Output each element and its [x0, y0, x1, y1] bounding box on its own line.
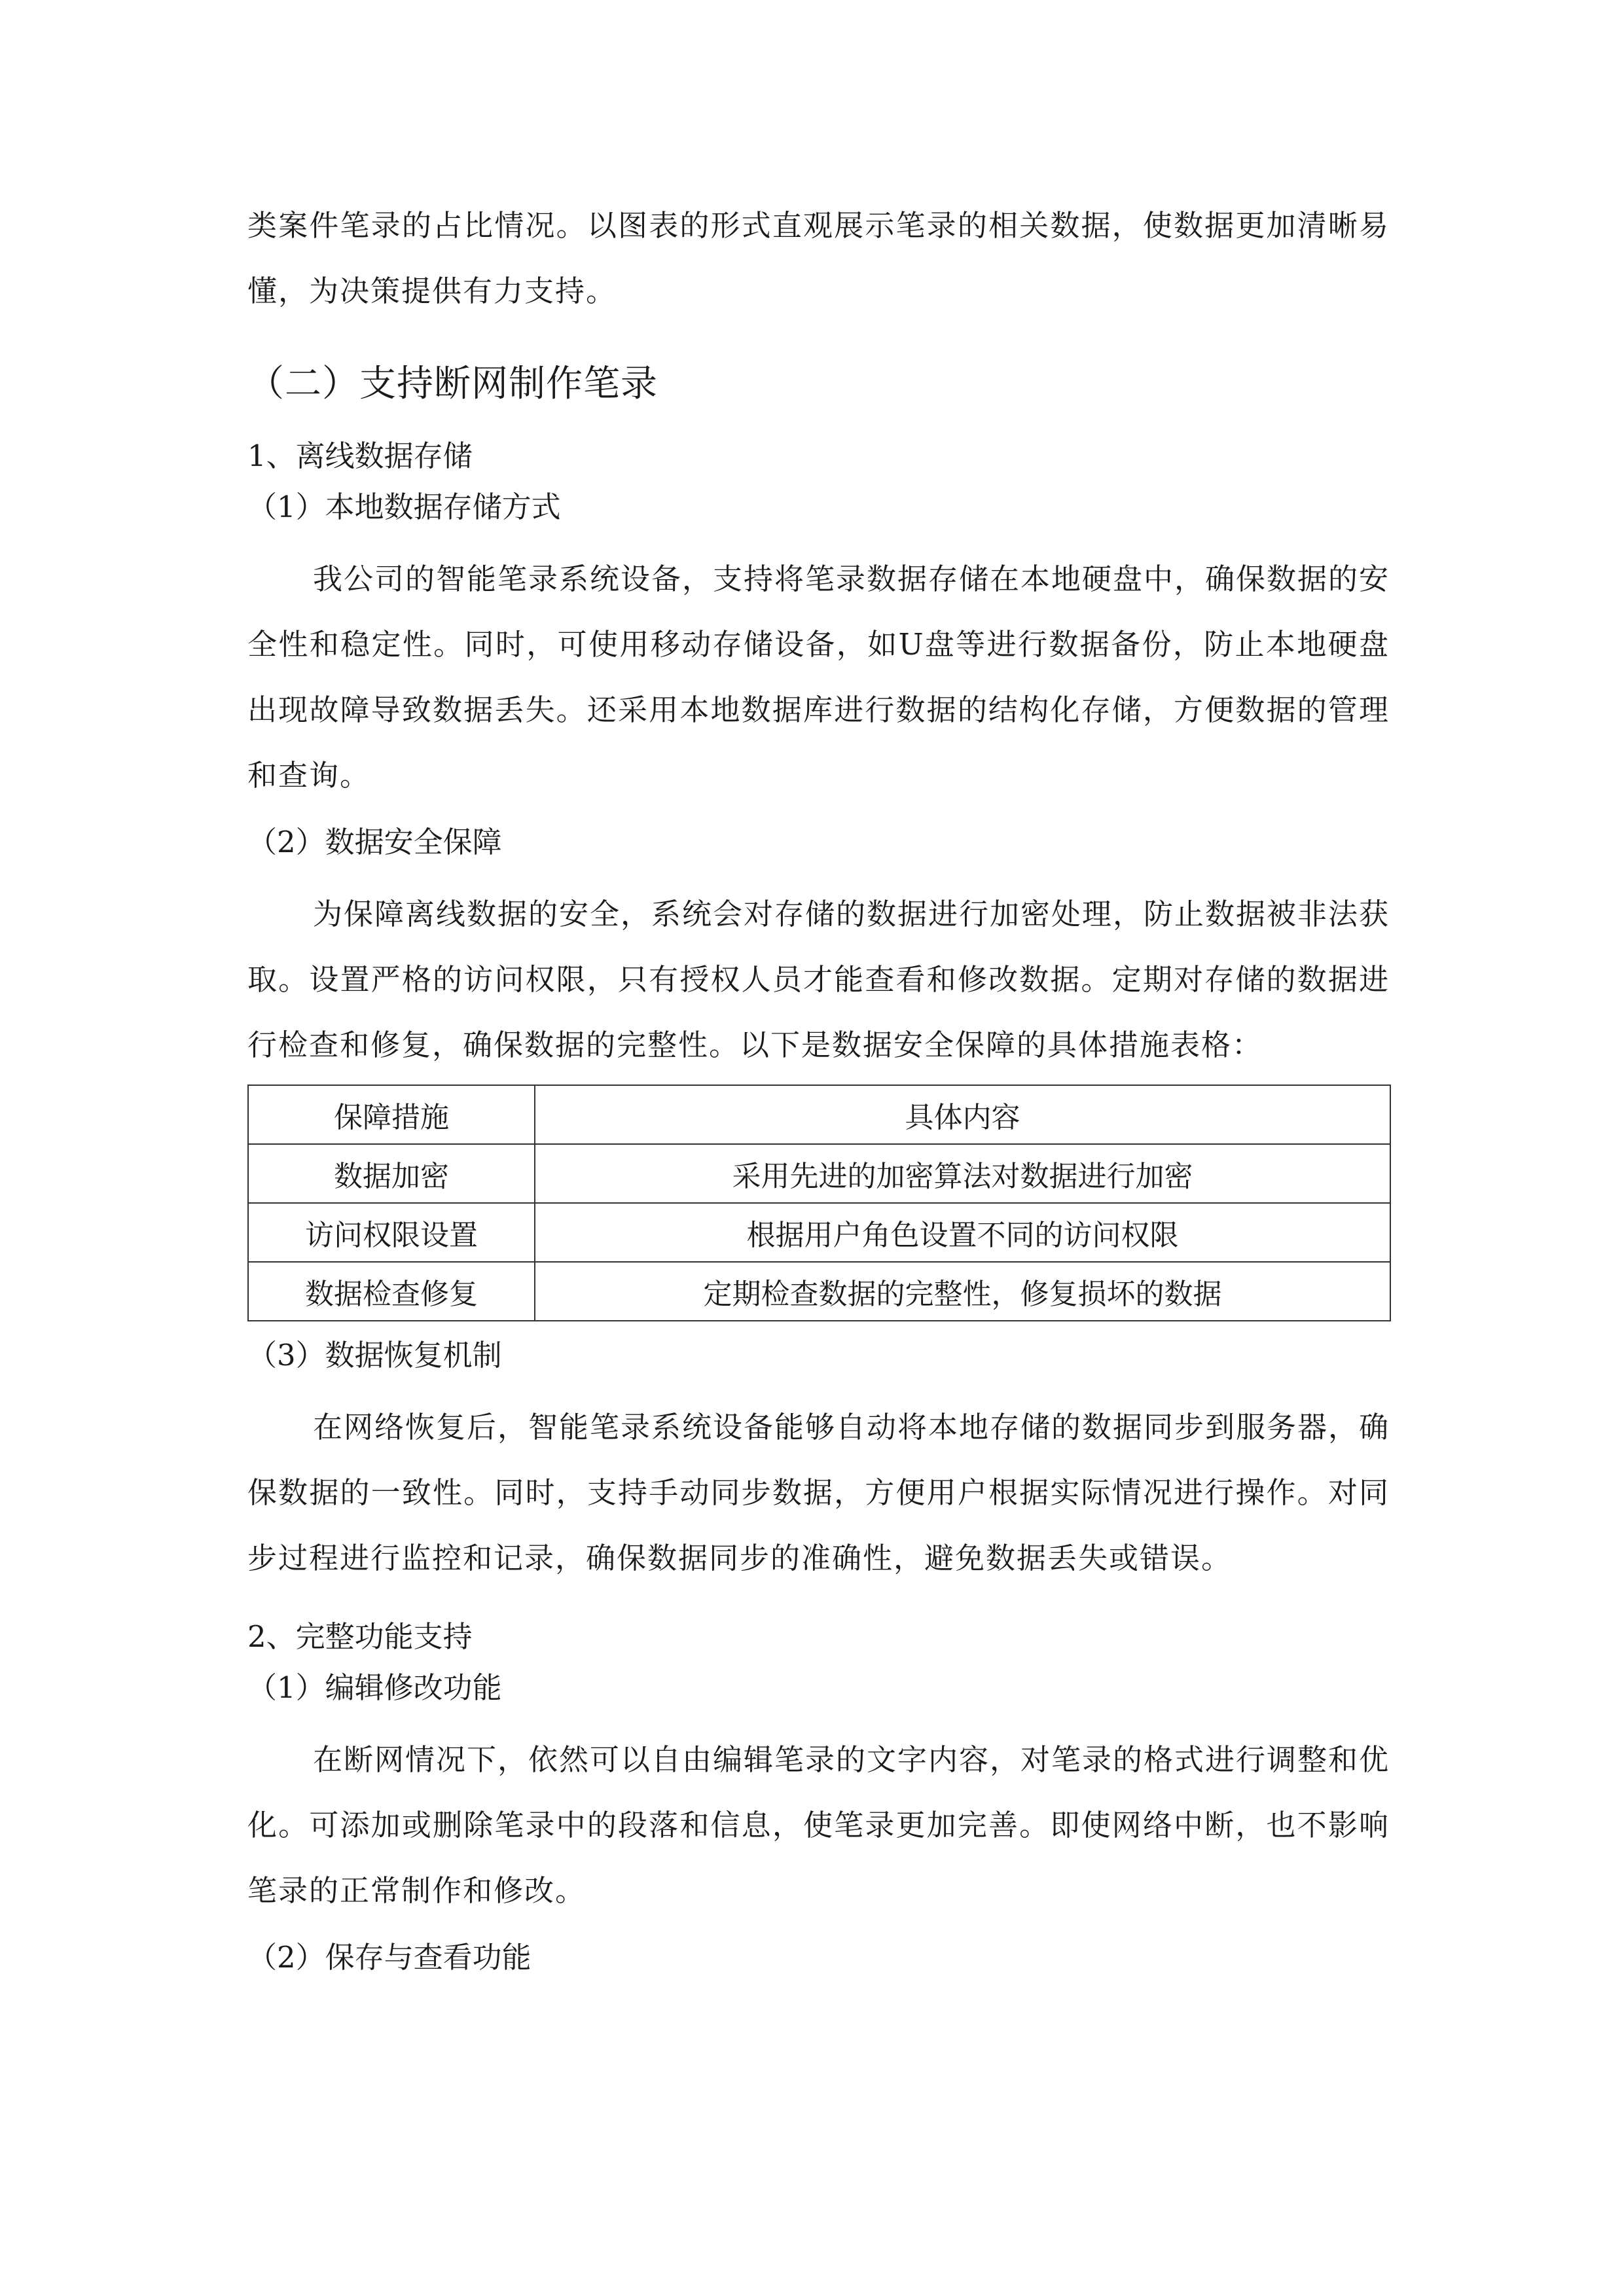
security-measures-table — [247, 1085, 1391, 1321]
part1-sub3-paragraph: 在网络恢复后，智能笔录系统设备能够自动将本地存储的数据同步到服务器，确保数据的一致性。同时，支持手动同步数据，方便用户根据实际情况进行操作。对同步过程进行监控和记录，确保数据同步的准确性，避免数据丢失或错误。 — [247, 1410, 1390, 1575]
table-header-cell: 保障措施 — [248, 1085, 535, 1144]
table-header-row — [248, 1085, 1390, 1144]
page-content — [247, 193, 1390, 1997]
table-cell: 采用先进的加密算法对数据进行加密 — [535, 1144, 1390, 1203]
table-row — [248, 1203, 1390, 1262]
table-row — [248, 1262, 1390, 1321]
table-row — [248, 1144, 1390, 1203]
table-cell: 根据用户角色设置不同的访问权限 — [535, 1203, 1390, 1262]
part1-title: 1、离线数据存储 — [247, 439, 473, 473]
part1-sub1-paragraph: 我公司的智能笔录系统设备，支持将笔录数据存储在本地硬盘中，确保数据的安全性和稳定性。同时，可使用移动存储设备，如U盘等进行数据备份，防止本地硬盘出现故障导致数据丢失。还采用本地数据库进行数据的结构化存储，方便数据的管理和查询。 — [247, 562, 1390, 793]
part1-sub3-title: （3）数据恢复机制 — [247, 1338, 502, 1372]
part1-sub2-title: （2）数据安全保障 — [247, 825, 502, 859]
part2-sub1-title: （1）编辑修改功能 — [247, 1670, 502, 1705]
part1-sub2-paragraph: 为保障离线数据的安全，系统会对存储的数据进行加密处理，防止数据被非法获取。设置严格的访问权限，只有授权人员才能查看和修改数据。定期对存储的数据进行检查和修复，确保数据的完整性。以下是数据安全保障的具体措施表格： — [247, 897, 1390, 1062]
table-header-cell: 具体内容 — [535, 1085, 1390, 1144]
table-cell: 数据加密 — [248, 1144, 535, 1203]
table-cell: 数据检查修复 — [248, 1262, 535, 1321]
part2-sub1-paragraph: 在断网情况下，依然可以自由编辑笔录的文字内容，对笔录的格式进行调整和优化。可添加或删除笔录中的段落和信息，使笔录更加完善。即使网络中断，也不影响笔录的正常制作和修改。 — [247, 1742, 1390, 1908]
part2-title: 2、完整功能支持 — [247, 1619, 473, 1654]
table-cell: 定期检查数据的完整性，修复损坏的数据 — [535, 1262, 1390, 1321]
part2-sub2-title: （2）保存与查看功能 — [247, 1940, 532, 1975]
section-title: （二）支持断网制作笔录 — [247, 363, 658, 405]
part1-sub1-title: （1）本地数据存储方式 — [247, 490, 561, 524]
table-cell: 访问权限设置 — [248, 1203, 535, 1262]
intro-paragraph: 类案件笔录的占比情况。以图表的形式直观展示笔录的相关数据，使数据更加清晰易懂，为决策提供有力支持。 — [247, 208, 1390, 308]
